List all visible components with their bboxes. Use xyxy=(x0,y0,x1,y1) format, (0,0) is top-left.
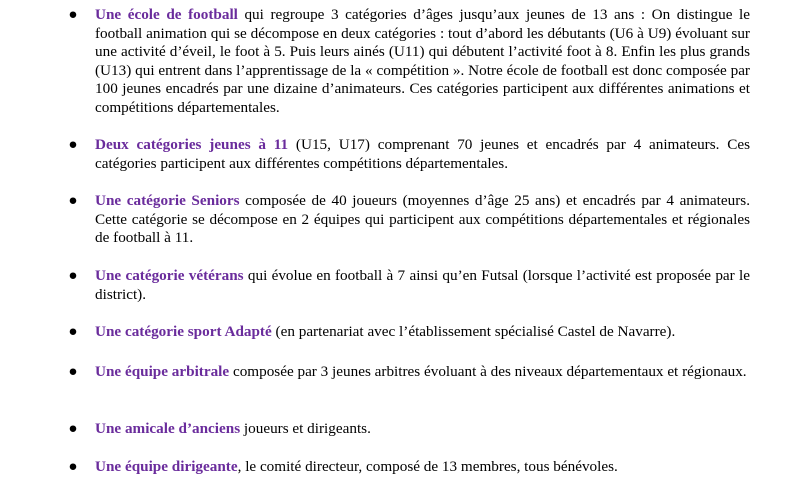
item-text: , le comité directeur, composé de 13 membres, tous bénévoles. xyxy=(237,458,618,475)
item-lead: Une équipe dirigeante xyxy=(95,458,238,475)
bullet-icon: ● xyxy=(68,458,78,475)
list-item-equipe-dirigeante xyxy=(68,458,750,477)
item-lead: Une école de football xyxy=(95,6,238,23)
bullet-icon: ● xyxy=(68,192,78,209)
list-item-ecole-de-football xyxy=(68,6,750,118)
bullet-icon: ● xyxy=(68,363,78,380)
list-item-amicale-anciens xyxy=(68,420,750,439)
item-lead: Une catégorie sport Adapté xyxy=(95,323,272,340)
item-lead: Une catégorie vétérans xyxy=(95,267,244,284)
list-item-sport-adapte xyxy=(68,323,750,342)
item-text: qui regroupe 3 catégories d’âges jusqu’aux jeunes de 13 ans : On distingue le football animation qui se décompose en deux catégories : tout d’abord les débutants (U6 à U9) évoluant sur une activité d’éveil, le foot à 5. Puis leurs ainés (U11) qui débutent l’activité foot à 8. Enfin les plus grands (U13) qui entrent dans l’apprentissage de la « compétition ». Notre école de football est donc composée par 100 jeunes encadrés par une dizaine d’animateurs. Ces catégories participent aux différentes animations et compétitions départementales. xyxy=(95,6,750,116)
bullet-icon: ● xyxy=(68,323,78,340)
bullet-icon: ● xyxy=(68,136,78,153)
bullet-icon: ● xyxy=(68,420,78,437)
list-item-equipe-arbitrale xyxy=(68,363,750,382)
item-text: (U15, U17) comprenant 70 jeunes et encadrés par 4 animateurs. Ces catégories participent aux différentes compétitions départementales. xyxy=(95,136,750,172)
item-lead: Une amicale d’anciens xyxy=(95,420,241,437)
item-text: composée par 3 jeunes arbitres évoluant à des niveaux départementaux et régionaux. xyxy=(229,363,747,380)
item-lead: Une catégorie Seniors xyxy=(95,192,240,209)
bullet-icon: ● xyxy=(68,6,78,23)
item-text: composée de 40 joueurs (moyennes d’âge 25 ans) et encadrés par 4 animateurs. Cette catégorie se décompose en 2 équipes qui participent aux compétitions départementales et régionales de football à 11. xyxy=(95,192,750,247)
item-text: joueurs et dirigeants. xyxy=(240,420,371,437)
list-item-veterans xyxy=(68,267,750,304)
list-item-jeunes-a-11 xyxy=(68,136,750,173)
item-lead: Une équipe arbitrale xyxy=(95,363,230,380)
item-text: qui évolue en football à 7 ainsi qu’en Futsal (lorsque l’activité est proposée par le district). xyxy=(95,267,750,303)
item-lead: Deux catégories jeunes à 11 xyxy=(95,136,289,153)
list-item-seniors xyxy=(68,192,750,248)
item-text: (en partenariat avec l’établissement spécialisé Castel de Navarre). xyxy=(271,323,676,340)
bullet-icon: ● xyxy=(68,267,78,284)
